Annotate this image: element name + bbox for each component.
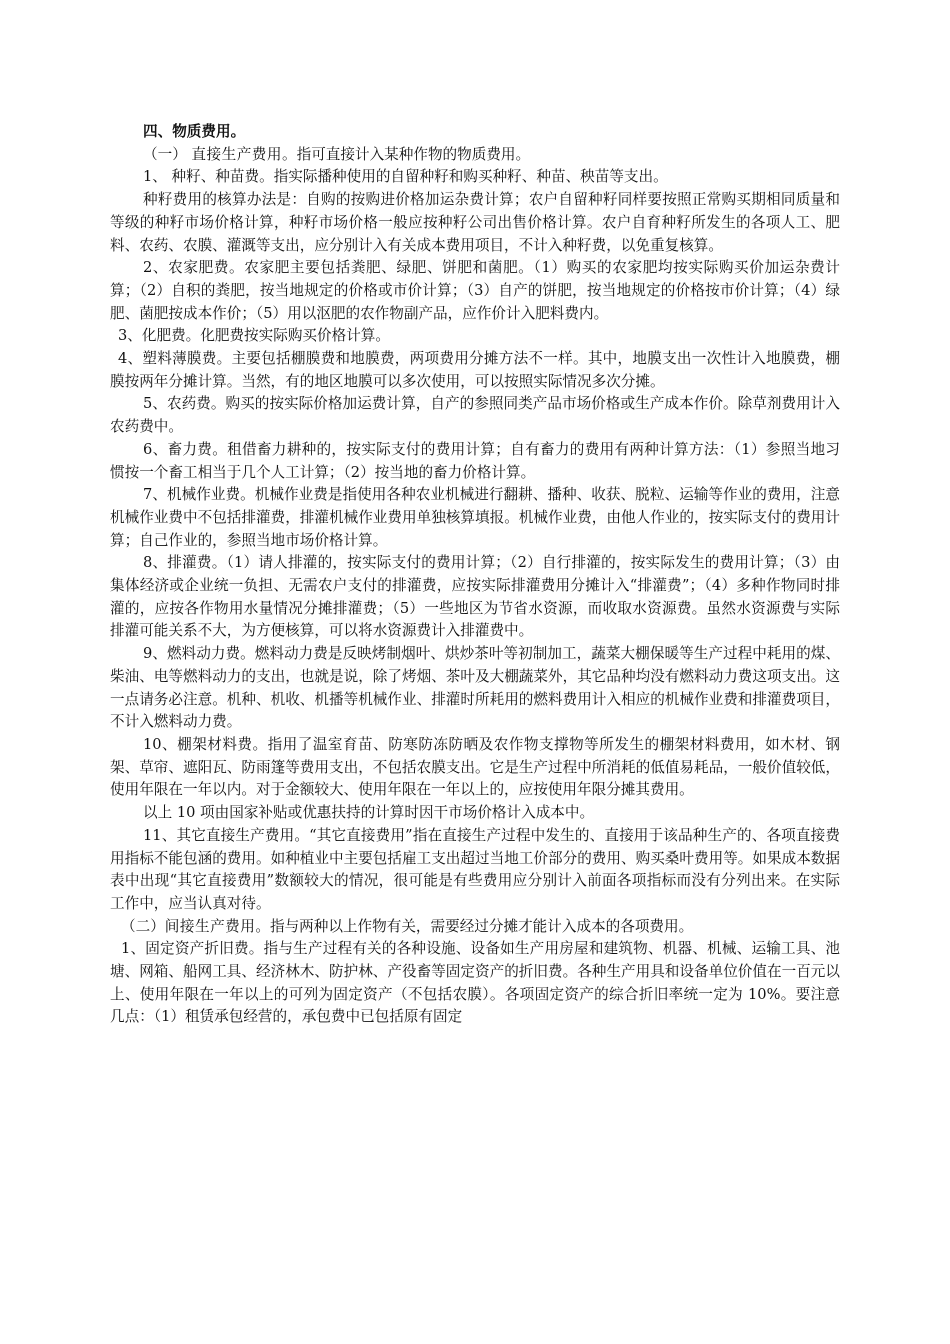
paragraph-depreciation: 1、固定资产折旧费。指与生产过程有关的各种设施、设备如生产用房屋和建筑物、机器、机械、运输工具、池塘、网箱、船网工具、经济林木、防护林、产役畜等固定资产的折旧费。各种生产用具和设备单位价值在一百元以上、使用年限在一年以上的可列为固定资产（不包括农膜）。各项固定资产的综合折旧率统一定为 10%。要注意几点：（1）租赁承包经营的，承包费中已包括原有固定 (110, 940, 840, 1026)
subsection-direct-costs (110, 144, 840, 167)
subsection-number: （一） (143, 145, 192, 163)
paragraph-manure-cost: 2、农家肥费。农家肥主要包括粪肥、绿肥、饼肥和菌肥。（1）购买的农家肥均按实际购买价加运杂费计算；（2）自积的粪肥，按当地规定的价格或市价计算；（3）自产的饼肥，按当地规定的价格按市价计算；（4）绿肥、菌肥按成本作价；（5）用以沤肥的农作物副产品，应作价计入肥料费内。 (110, 259, 840, 322)
paragraph-other-direct-cost: 11、其它直接生产费用。“其它直接费用”指在直接生产过程中发生的、直接用于该品种生产的、各项直接费用指标不能包涵的费用。如种植业中主要包括雇工支出超过当地工价部分的费用、购买桑叶费用等。如果成本数据表中出现“其它直接费用”数额较大的情况，很可能是有些费用应分别计入前面各项指标而没有分列出来。在实际工作中，应当认真对待。 (110, 826, 840, 912)
section-heading: 四、物质费用。 (143, 123, 246, 140)
paragraph-subsidy-note: 以上 10 项由国家补贴或优惠扶持的计算时因干市场价格计入成本中。 (143, 804, 595, 822)
paragraph-seed-method: 种籽费用的核算办法是：自购的按购进价格加运杂费计算；农户自留种籽同样要按照正常购买期相同质量和等级的种籽市场价格计算，种籽市场价格一般应按种籽公司出售价格计算。农户自育种籽所发生的各项人工、肥料、农药、农膜、灌溉等支出，应分别计入有关成本费用项目，不计入种籽费，以免重复核算。 (110, 191, 840, 254)
subsection-term: 间接生产费用 (164, 917, 256, 935)
paragraph-pesticide-cost: 5、农药费。购买的按实际价格加运费计算，自产的参照同类产品市场价格或生产成本作价。除草剂费用计入农药费中。 (110, 395, 840, 436)
paragraph-fertilizer-cost: 3、化肥费。化肥费按实际购买价格计算。 (118, 327, 390, 345)
subsection-indirect-costs (110, 916, 840, 939)
subsection-term: 直接生产费用 (191, 145, 282, 163)
subsection-text: 。指可直接计入某种作物的物质费用。 (282, 145, 531, 163)
subsection-text: 。指与两种以上作物有关，需要经过分摊才能计入成本的各项费用。 (255, 917, 694, 935)
paragraph-irrigation-cost: 8、排灌费。（1）请人排灌的，按实际支付的费用计算；（2）自行排灌的，按实际发生的费用计算；（3）由集体经济或企业统一负担、无需农户支付的排灌费，应按实际排灌费用分摊计入“排灌费”；（4）多种作物同时排灌的，应按各作物用水量情况分摊排灌费；（5）一些地区为节省水资源，而收取水资源费。虽然水资源费与实际排灌可能关系不大，为方便核算，可以将水资源费计入排灌费中。 (110, 554, 840, 640)
paragraph-machinery-cost: 7、机械作业费。机械作业费是指使用各种农业机械进行翻耕、播种、收获、脱粒、运输等作业的费用，注意机械作业费中不包括排灌费，排灌机械作业费用单独核算填报。机械作业费，由他人作业的，按实际支付的费用计算；自己作业的，参照当地市场价格计算。 (110, 486, 840, 549)
paragraph-film-cost: 4、塑料薄膜费。主要包括棚膜费和地膜费，两项费用分摊方法不一样。其中，地膜支出一次性计入地膜费，棚膜按两年分摊计算。当然，有的地区地膜可以多次使用，可以按照实际情况多次分摊。 (110, 350, 840, 390)
paragraph-shed-material-cost: 10、棚架材料费。指用了温室育苗、防寒防冻防晒及农作物支撑物等所发生的棚架材料费用，如木材、钢架、草帘、遮阳瓦、防雨篷等费用支出，不包括农膜支出。它是生产过程中所消耗的低值易耗品，一般价值较低，使用年限在一年以内。对于金额较大、使用年限在一年以上的，应按使用年限分摊其费用。 (110, 735, 840, 799)
subsection-number: （二） (121, 917, 165, 935)
paragraph-seed-cost: 1、 种籽、种苗费。指实际播种使用的自留种籽和购买种籽、种苗、秧苗等支出。 (143, 168, 668, 186)
document-page (110, 121, 840, 1029)
paragraph-animal-power-cost: 6、畜力费。租借畜力耕种的，按实际支付的费用计算；自有畜力的费用有两种计算方法：（1）参照当地习惯按一个畜工相当于几个人工计算；（2）按当地的畜力价格计算。 (110, 440, 840, 481)
paragraph-fuel-power-cost: 9、燃料动力费。燃料动力费是反映烤制烟叶、烘炒茶叶等初制加工，蔬菜大棚保暖等生产过程中耗用的煤、柴油、电等燃料动力的支出，也就是说，除了烤烟、茶叶及大棚蔬菜外，其它品种均没有燃料动力费这项支出。这一点请务必注意。机种、机收、机播等机械作业、排灌时所耗用的燃料费用计入相应的机械作业费和排灌费项目，不计入燃料动力费。 (110, 645, 840, 731)
